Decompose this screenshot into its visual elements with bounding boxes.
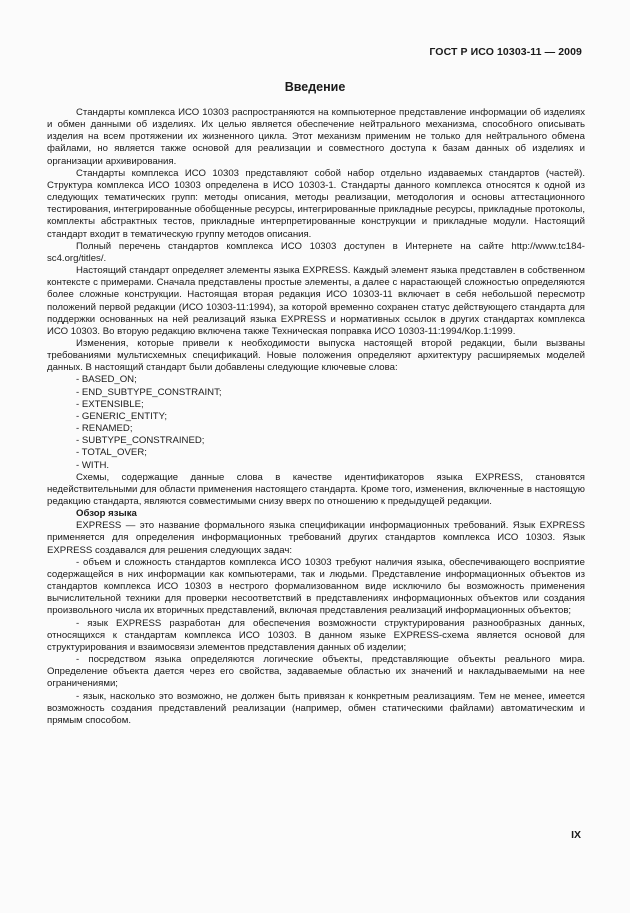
paragraph: Стандарты комплекса ИСО 10303 распространяются на компьютерное представление информации об изделиях и обмен данными об изделиях. Их целью является обеспечение нейтрального механизма, способного описывать изделия на всем протяжении их жизненного цикла. Этот механизм применим не только для нейтрального обмена файлами, но является также основой для реализации и совместного доступа к базам данных об изделиях и организации архивирования. [47,107,585,167]
list-item: - язык EXPRESS разработан для обеспечения возможности структурирования разнообразных данных, относящихся к стандартам комплекса ИСО 10303. В данном языке EXPRESS-схема является основой для структурирования и взаимосвязи элементов представления данных об изделии; [47,617,585,653]
list-item: - язык, насколько это возможно, не должен быть привязан к конкретным реализациям. Тем не менее, имеется возможность создания представлений реализации (например, обмен статическими файлами) автоматическим и прямым способом. [47,690,585,726]
list-item: - объем и сложность стандартов комплекса ИСО 10303 требуют наличия языка, обеспечивающего восприятие содержащейся в них информации как компьютерами, так и людьми. Представление информационных объектов из стандартов комплекса ИСО 10303 в нестрого формализованном виде исключило бы возможность применения вычислительной техники для проверки несоответствий в представлениях информационных объектов или создания произвольного числа их вторичных представлений, включая представления реализаций информационных объектов; [47,556,585,617]
keyword-item: - WITH. [76,459,110,471]
standard-code-header: ГОСТ Р ИСО 10303-11 — 2009 [429,46,582,58]
paragraph: Схемы, содержащие данные слова в качестве идентификаторов языка EXPRESS, становятся недействительными для области применения настоящего стандарта. Кроме того, изменения, включенные в настоящую редакцию стандарта, являются совместимыми снизу вверх по отношению к предыдущей редакции. [47,471,585,507]
paragraph: Стандарты комплекса ИСО 10303 представляют собой набор отдельно издаваемых стандартов (частей). Структура комплекса ИСО 10303 определена в ИСО 10303-1. Стандарты данного комплекса относятся к одной из следующих тематических групп: методы описания, методы реализации, методология и основы аттестационного тестирования, интегрированные обобщенные ресурсы, интегрированные прикладные ресурсы, прикладные протоколы, комплекты абстрактных тестов, прикладные интерпретированные конструкции и прикладные модули. Настоящий стандарт входит в тематическую группу методов описания. [47,167,585,240]
page-title: Введение [284,80,346,94]
keyword-item: - GENERIC_ENTITY; [76,410,168,422]
section-heading: Обзор языка [76,508,137,520]
paragraph: EXPRESS — это название формального языка спецификации информационных требований. Язык EXPRESS применяется для определения информационных требований других стандартов комплекса ИСО 10303. Язык EXPRESS создавался для решения следующих задач: [47,520,585,556]
keyword-item: - TOTAL_OVER; [76,447,147,459]
paragraph: Изменения, которые привели к необходимости выпуска настоящей второй редакции, были вызваны требованиями мультисхемных спецификаций. Новые положения определяют архитектуру расширяемых моделей данных. В настоящий стандарт были добавлены следующие ключевые слова: [47,337,585,374]
page-number: IX [571,829,581,841]
keyword-item: - END_SUBTYPE_CONSTRAINT; [76,386,222,398]
keyword-item: - SUBTYPE_CONSTRAINED; [76,435,205,447]
paragraph: Полный перечень стандартов комплекса ИСО 10303 доступен в Интернете на сайте http://www.tc184-sc4.org/titles/. [47,240,585,264]
keyword-list [47,374,585,471]
keyword-item: - RENAMED; [76,423,133,435]
document-body [47,107,585,727]
paragraph: Настоящий стандарт определяет элементы языка EXPRESS. Каждый элемент языка представлен в собственном контексте с примерами. Сначала представлены простые элементы, а далее с нарастающей сложностью определяются более сложные конструкции. Настоящая вторая редакция ИСО 10303-11 включает в себя небольшой пересмотр положений первой редакции (ИСО 10303-11:1994), за которой временно сохранен статус действующего стандарта для поддержки основанных на ней реализаций языка EXPRESS и нормативных ссылок в других стандартах комплекса ИСО 10303. Во вторую редакцию включена также Техническая поправка ИСО 10303-11:1994/Кор.1:1999. [47,265,585,337]
keyword-item: - BASED_ON; [76,374,137,386]
keyword-item: - EXTENSIBLE; [76,398,144,410]
list-item: - посредством языка определяются логические объекты, представляющие объекты реального мира. Определение объекта дается через его свойства, задаваемые областью их значений и накладываемыми на нее ограничениями; [47,654,585,690]
